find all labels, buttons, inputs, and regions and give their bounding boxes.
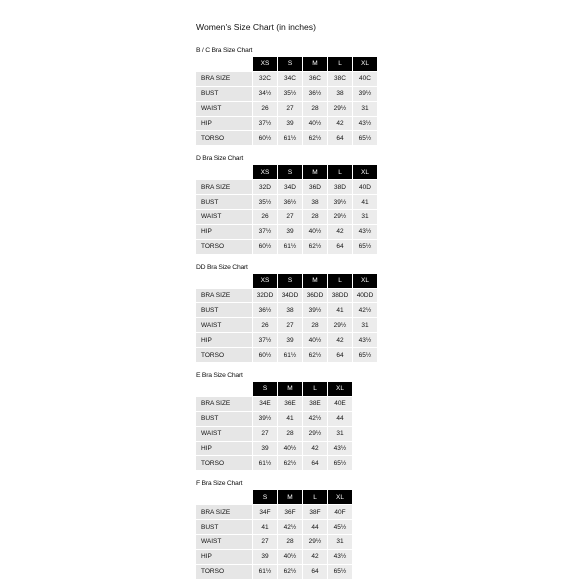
header-corner [196, 490, 252, 504]
section-title: F Bra Size Chart [196, 480, 243, 488]
table-cell: 29½ [303, 535, 327, 549]
table-cell: 62½ [278, 565, 302, 579]
table-cell: 40½ [278, 442, 302, 456]
size-header: L [303, 490, 327, 504]
table-cell: 36½ [253, 303, 277, 317]
row-label: HIP [196, 550, 252, 564]
table-cell: 38 [328, 87, 352, 101]
table-cell: 36C [303, 72, 327, 86]
row-label: BUST [196, 303, 252, 317]
size-chart-section [196, 46, 378, 146]
table-row [196, 535, 352, 549]
table-row [196, 87, 377, 101]
table-cell: 60½ [253, 131, 277, 145]
table-cell: 61½ [253, 456, 277, 470]
table-cell: 41 [328, 303, 352, 317]
section-title: D Bra Size Chart [196, 155, 243, 163]
table-row [196, 102, 377, 116]
table-row [196, 427, 352, 441]
table-cell: 38 [303, 195, 327, 209]
table-row [196, 117, 377, 131]
row-label: BRA SIZE [196, 72, 252, 86]
table-cell: 42 [303, 550, 327, 564]
row-label: WAIST [196, 210, 252, 224]
size-chart-sections [196, 46, 378, 580]
table-row [196, 195, 377, 209]
size-header: M [278, 382, 302, 396]
table-cell: 40½ [278, 550, 302, 564]
table-cell: 34C [278, 72, 302, 86]
table-cell: 40D [353, 180, 377, 194]
table-cell: 40½ [303, 225, 327, 239]
table-row [196, 442, 352, 456]
table-cell: 45½ [328, 520, 352, 534]
header-corner [196, 274, 252, 288]
size-header: XS [253, 57, 277, 71]
table-row [196, 397, 352, 411]
table-cell: 29½ [328, 318, 352, 332]
table-cell: 37½ [253, 225, 277, 239]
table-row [196, 348, 377, 362]
table-cell: 39½ [328, 195, 352, 209]
table-cell: 28 [303, 102, 327, 116]
size-header-row [196, 490, 352, 504]
table-row [196, 225, 377, 239]
table-cell: 39½ [303, 303, 327, 317]
table-cell: 36½ [278, 195, 302, 209]
size-header: S [278, 165, 302, 179]
header-corner [196, 165, 252, 179]
size-header-row [196, 165, 377, 179]
table-row [196, 550, 352, 564]
table-cell: 43½ [328, 442, 352, 456]
table-cell: 36DD [303, 289, 327, 303]
row-label: TORSO [196, 565, 252, 579]
size-header-row [196, 382, 352, 396]
row-label: HIP [196, 117, 252, 131]
size-header: S [253, 490, 277, 504]
table-cell: 38D [328, 180, 352, 194]
header-corner [196, 57, 252, 71]
table-cell: 40½ [303, 117, 327, 131]
table-cell: 44 [328, 412, 352, 426]
table-cell: 40½ [303, 333, 327, 347]
row-label: WAIST [196, 427, 252, 441]
table-cell: 60½ [253, 348, 277, 362]
row-label: WAIST [196, 102, 252, 116]
size-table [195, 381, 353, 471]
row-label: BRA SIZE [196, 397, 252, 411]
table-row [196, 333, 377, 347]
table-cell: 42 [328, 117, 352, 131]
table-cell: 27 [278, 318, 302, 332]
row-label: BUST [196, 195, 252, 209]
table-cell: 42 [303, 442, 327, 456]
header-corner [196, 382, 252, 396]
row-label: BRA SIZE [196, 289, 252, 303]
table-cell: 37½ [253, 333, 277, 347]
table-cell: 35½ [278, 87, 302, 101]
table-row [196, 520, 352, 534]
size-header: M [278, 490, 302, 504]
table-cell: 40E [328, 397, 352, 411]
row-label: TORSO [196, 240, 252, 254]
table-cell: 31 [328, 535, 352, 549]
size-chart-section [196, 371, 378, 471]
table-cell: 31 [353, 102, 377, 116]
table-cell: 38 [278, 303, 302, 317]
table-cell: 60½ [253, 240, 277, 254]
table-row [196, 131, 377, 145]
table-cell: 64 [303, 456, 327, 470]
size-header: M [303, 165, 327, 179]
table-cell: 65½ [353, 348, 377, 362]
table-cell: 38E [303, 397, 327, 411]
table-cell: 61½ [253, 565, 277, 579]
table-cell: 44 [303, 520, 327, 534]
row-label: BUST [196, 520, 252, 534]
table-cell: 34DD [278, 289, 302, 303]
size-header: L [328, 165, 352, 179]
size-header: L [303, 382, 327, 396]
table-cell: 28 [278, 427, 302, 441]
page-title: Women's Size Chart (in inches) [196, 22, 316, 32]
size-header: L [328, 274, 352, 288]
table-cell: 65½ [328, 456, 352, 470]
table-cell: 62½ [303, 131, 327, 145]
table-cell: 40C [353, 72, 377, 86]
table-cell: 27 [278, 102, 302, 116]
table-cell: 38C [328, 72, 352, 86]
table-cell: 42½ [353, 303, 377, 317]
table-cell: 65½ [353, 131, 377, 145]
size-header: XL [328, 382, 352, 396]
size-chart-section [196, 154, 378, 254]
table-cell: 39½ [253, 412, 277, 426]
table-cell: 42½ [278, 520, 302, 534]
size-header: S [278, 57, 302, 71]
row-label: WAIST [196, 318, 252, 332]
table-cell: 32DD [253, 289, 277, 303]
table-cell: 26 [253, 102, 277, 116]
table-cell: 43½ [353, 225, 377, 239]
table-cell: 39 [278, 225, 302, 239]
row-label: BUST [196, 412, 252, 426]
table-cell: 32C [253, 72, 277, 86]
table-cell: 61½ [278, 348, 302, 362]
section-title: E Bra Size Chart [196, 372, 243, 380]
table-cell: 64 [328, 240, 352, 254]
size-header: M [303, 274, 327, 288]
table-row [196, 289, 377, 303]
table-cell: 28 [278, 535, 302, 549]
table-cell: 36F [278, 505, 302, 519]
table-cell: 38DD [328, 289, 352, 303]
table-cell: 42½ [303, 412, 327, 426]
table-cell: 62½ [303, 348, 327, 362]
table-cell: 29½ [303, 427, 327, 441]
size-chart-section [196, 479, 378, 579]
table-cell: 61½ [278, 240, 302, 254]
table-cell: 28 [303, 210, 327, 224]
table-cell: 26 [253, 210, 277, 224]
table-cell: 31 [328, 427, 352, 441]
size-chart-section [196, 263, 378, 363]
table-cell: 62½ [278, 456, 302, 470]
table-cell: 27 [253, 427, 277, 441]
size-header: XL [328, 490, 352, 504]
size-header: S [253, 382, 277, 396]
size-header: XL [353, 57, 377, 71]
size-header: XL [353, 274, 377, 288]
size-header: XS [253, 274, 277, 288]
table-cell: 43½ [353, 333, 377, 347]
table-cell: 42 [328, 333, 352, 347]
table-cell: 40DD [353, 289, 377, 303]
table-cell: 34D [278, 180, 302, 194]
row-label: BRA SIZE [196, 180, 252, 194]
table-cell: 36E [278, 397, 302, 411]
table-cell: 35½ [253, 195, 277, 209]
table-cell: 43½ [328, 550, 352, 564]
size-table [195, 56, 378, 146]
row-label: HIP [196, 225, 252, 239]
table-cell: 28 [303, 318, 327, 332]
row-label: BRA SIZE [196, 505, 252, 519]
table-row [196, 565, 352, 579]
row-label: TORSO [196, 456, 252, 470]
table-cell: 34E [253, 397, 277, 411]
table-cell: 34½ [253, 87, 277, 101]
row-label: TORSO [196, 131, 252, 145]
table-cell: 36½ [303, 87, 327, 101]
table-cell: 37½ [253, 117, 277, 131]
table-row [196, 412, 352, 426]
table-cell: 31 [353, 210, 377, 224]
size-table [195, 273, 378, 363]
table-row [196, 72, 377, 86]
table-cell: 41 [353, 195, 377, 209]
size-header: S [278, 274, 302, 288]
table-cell: 38F [303, 505, 327, 519]
table-cell: 62½ [303, 240, 327, 254]
table-row [196, 456, 352, 470]
table-cell: 64 [328, 348, 352, 362]
row-label: HIP [196, 442, 252, 456]
row-label: BUST [196, 87, 252, 101]
section-title: DD Bra Size Chart [196, 263, 248, 271]
table-cell: 34F [253, 505, 277, 519]
size-table [195, 489, 353, 579]
table-cell: 43½ [353, 117, 377, 131]
size-header-row [196, 57, 377, 71]
table-cell: 40F [328, 505, 352, 519]
section-title: B / C Bra Size Chart [196, 47, 253, 54]
size-header: L [328, 57, 352, 71]
table-cell: 65½ [328, 565, 352, 579]
table-cell: 27 [253, 535, 277, 549]
table-row [196, 210, 377, 224]
size-chart-page [196, 22, 378, 588]
table-row [196, 303, 377, 317]
size-table [195, 164, 378, 254]
table-cell: 29½ [328, 102, 352, 116]
size-header-row [196, 274, 377, 288]
table-row [196, 505, 352, 519]
table-cell: 27 [278, 210, 302, 224]
table-cell: 26 [253, 318, 277, 332]
row-label: WAIST [196, 535, 252, 549]
table-cell: 36D [303, 180, 327, 194]
row-label: TORSO [196, 348, 252, 362]
row-label: HIP [196, 333, 252, 347]
size-header: M [303, 57, 327, 71]
table-cell: 65½ [353, 240, 377, 254]
table-cell: 39 [278, 117, 302, 131]
size-header: XL [353, 165, 377, 179]
table-cell: 41 [253, 520, 277, 534]
table-cell: 39½ [353, 87, 377, 101]
table-cell: 64 [303, 565, 327, 579]
table-cell: 61½ [278, 131, 302, 145]
table-cell: 32D [253, 180, 277, 194]
table-cell: 29½ [328, 210, 352, 224]
size-header: XS [253, 165, 277, 179]
table-cell: 39 [253, 550, 277, 564]
table-row [196, 180, 377, 194]
table-cell: 42 [328, 225, 352, 239]
table-row [196, 240, 377, 254]
table-cell: 39 [278, 333, 302, 347]
table-cell: 41 [278, 412, 302, 426]
table-row [196, 318, 377, 332]
table-cell: 64 [328, 131, 352, 145]
table-cell: 39 [253, 442, 277, 456]
table-cell: 31 [353, 318, 377, 332]
